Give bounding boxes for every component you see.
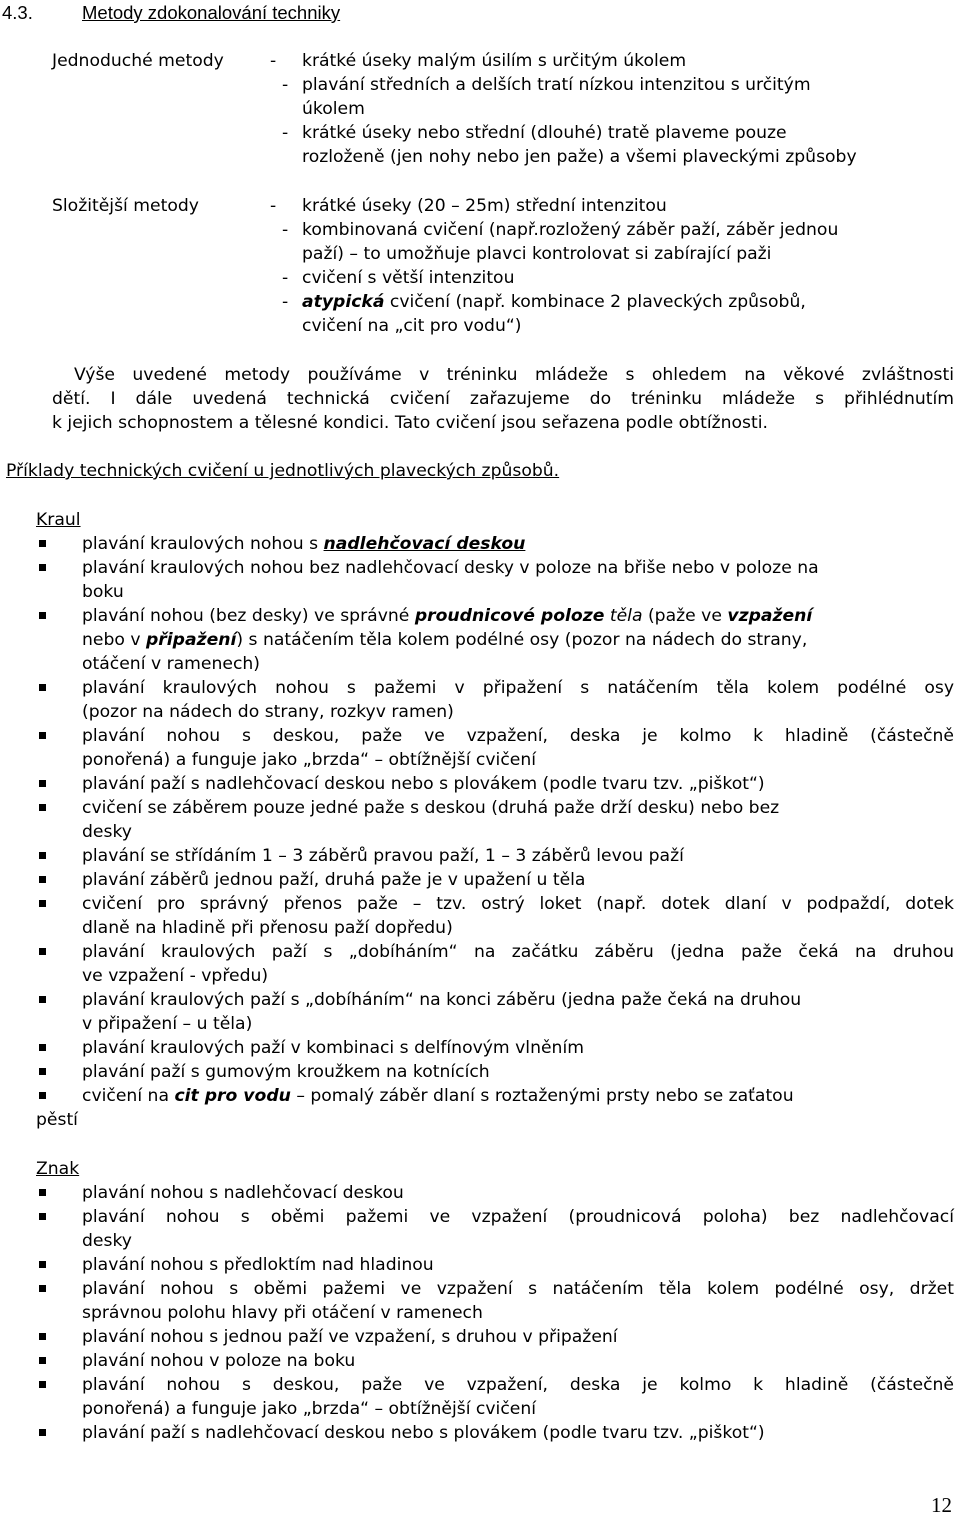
emphasis-text: připažení (146, 630, 237, 650)
list-item-text: ) s natáčením těla kolem podélné osy (pozor na nádech do strany, (236, 630, 808, 650)
list-item-cont: správnou polohu hlavy při otáčení v ramenech (82, 1303, 483, 1323)
bullet (39, 1381, 46, 1388)
list-item: plavání nohou v poloze na boku (82, 1351, 356, 1371)
bullet (39, 1261, 46, 1268)
emphasis-text: proudnicové poloze (414, 606, 605, 626)
paragraph-line: k jejich schopnostem a tělesné kondici. Tato cvičení jsou seřazena podle obtížnosti. (52, 413, 768, 433)
emphasis-text: atypická (302, 292, 385, 312)
emphasis-text: cit pro vodu (174, 1086, 291, 1106)
bullet (39, 564, 46, 571)
list-item-text: plavání nohou (bez desky) ve správné (82, 606, 415, 626)
znak-heading: Znak (36, 1159, 80, 1179)
list-item (82, 533, 525, 555)
bullet (39, 852, 46, 859)
section-number: 4.3. (2, 2, 33, 23)
dash: - (282, 75, 289, 95)
dash: - (270, 51, 277, 71)
list-item: plavání středních a delších tratí nízkou intenzitou s určitým (302, 75, 811, 95)
list-item-cont: desky (82, 1231, 132, 1251)
list-item (302, 291, 806, 313)
dash: - (282, 292, 289, 312)
list-item-cont: v připažení – u těla) (82, 1014, 253, 1034)
kraul-heading: Kraul (36, 510, 81, 530)
emphasis-text: těla (609, 606, 643, 626)
list-item: plavání nohou s nadlehčovací deskou (82, 1183, 404, 1203)
bullet (39, 780, 46, 787)
list-item-text: (paže ve (642, 606, 728, 626)
list-item: cvičení s větší intenzitou (302, 268, 515, 288)
paragraph-line: dětí. I dále uvedená technická cvičení zařazujeme do tréninku mládeže s přihlédnutím (52, 389, 954, 409)
list-item: plavání kraulových paží s „dobíháním“ na konci záběru (jedna paže čeká na druhou (82, 990, 802, 1010)
list-item-cont: ponořená) a funguje jako „brzda“ – obtížnější cvičení (82, 750, 537, 770)
list-item-cont: paží) – to umožňuje plavci kontrolovat si zabírající paži (302, 244, 772, 264)
examples-heading: Příklady technických cvičení u jednotlivých plaveckých způsobů. (6, 461, 560, 481)
bullet (39, 1189, 46, 1196)
list-item-text: cvičení na (82, 1086, 175, 1106)
list-item-cont: ve vzpažení - vpředu) (82, 966, 269, 986)
bullet (39, 804, 46, 811)
bullet (39, 900, 46, 907)
dash: - (282, 123, 289, 143)
dash: - (270, 196, 277, 216)
bullet (39, 1429, 46, 1436)
bullet (39, 1357, 46, 1364)
list-item: plavání nohou s oběmi pažemi ve vzpažení s natáčením těla kolem podélné osy, držet (82, 1279, 954, 1299)
list-item: plavání kraulových nohou s pažemi v připažení s natáčením těla kolem podélné osy (82, 678, 954, 698)
bullet (39, 1333, 46, 1340)
list-item-cont: dlaně na hladině při přenosu paží dopředu) (82, 918, 453, 938)
list-item-cont: cvičení na „cit pro vodu“) (302, 316, 522, 336)
list-item-cont: desky (82, 822, 132, 842)
bullet (39, 732, 46, 739)
list-item (82, 605, 812, 627)
list-item: plavání nohou s oběmi pažemi ve vzpažení (proudnicová poloha) bez nadlehčovací (82, 1207, 954, 1227)
complex-methods-label: Složitější metody (52, 196, 199, 216)
emphasis-text: nadlehčovací deskou (323, 534, 526, 554)
list-item: plavání paží s nadlehčovací deskou nebo s plovákem (podle tvaru tzv. „piškot“) (82, 774, 765, 794)
list-item-cont: úkolem (302, 99, 365, 119)
bullet (39, 1213, 46, 1220)
dash: - (282, 220, 289, 240)
list-item: plavání nohou s předloktím nad hladinou (82, 1255, 434, 1275)
bullet (39, 876, 46, 883)
list-item: krátké úseky malým úsilím s určitým úkolem (302, 51, 687, 71)
bullet (39, 1044, 46, 1051)
dash: - (282, 268, 289, 288)
paragraph-line: Výše uvedené metody používáme v tréninku mládeže s ohledem na věkové zvláštnosti (74, 365, 954, 385)
list-item: plavání nohou s deskou, paže ve vzpažení, deska je kolmo k hladině (částečně (82, 1375, 954, 1395)
list-item: cvičení pro správný přenos paže – tzv. ostrý loket (např. dotek dlaní v podpaždí, dotek (82, 894, 954, 914)
list-item: plavání paží s nadlehčovací deskou nebo s plovákem (podle tvaru tzv. „piškot“) (82, 1423, 765, 1443)
bullet (39, 1285, 46, 1292)
list-item-cont: rozloženě (jen nohy nebo jen paže) a všemi plaveckými způsoby (302, 147, 857, 167)
list-item-text: plavání kraulových nohou s (82, 534, 324, 554)
list-item: plavání kraulových paží s „dobíháním“ na začátku záběru (jedna paže čeká na druhou (82, 942, 954, 962)
list-item: plavání nohou s deskou, paže ve vzpažení, deska je kolmo k hladině (částečně (82, 726, 954, 746)
section-title: Metody zdokonalování techniky (82, 2, 341, 23)
list-item-cont: boku (82, 582, 124, 602)
list-item: plavání záběrů jednou paží, druhá paže je v upažení u těla (82, 870, 586, 890)
bullet (39, 1092, 46, 1099)
list-item-cont (82, 629, 807, 651)
page-number: 12 (931, 1493, 952, 1517)
list-item: krátké úseky nebo střední (dlouhé) tratě plaveme pouze (302, 123, 787, 143)
bullet (39, 1068, 46, 1075)
list-item: kombinovaná cvičení (např.rozložený záběr paží, záběr jednou (302, 220, 839, 240)
list-item-cont: pěstí (36, 1110, 78, 1130)
bullet (39, 948, 46, 955)
bullet (39, 612, 46, 619)
list-item: plavání kraulových paží v kombinaci s delfínovým vlněním (82, 1038, 584, 1058)
list-item-cont: ponořená) a funguje jako „brzda“ – obtížnější cvičení (82, 1399, 537, 1419)
list-item-text: nebo v (82, 630, 146, 650)
bullet (39, 996, 46, 1003)
list-item-cont: otáčení v ramenech) (82, 654, 261, 674)
list-item-text: cvičení (např. kombinace 2 plaveckých způsobů, (384, 292, 806, 312)
bullet (39, 540, 46, 547)
emphasis-text: vzpažení (727, 606, 813, 626)
list-item: plavání se střídáním 1 – 3 záběrů pravou paží, 1 – 3 záběrů levou paží (82, 846, 684, 866)
list-item (82, 1085, 954, 1107)
list-item: plavání paží s gumovým kroužkem na kotnících (82, 1062, 490, 1082)
list-item: plavání nohou s jednou paží ve vzpažení, s druhou v připažení (82, 1327, 618, 1347)
bullet (39, 684, 46, 691)
list-item: plavání kraulových nohou bez nadlehčovací desky v poloze na břiše nebo v poloze na (82, 558, 819, 578)
list-item: cvičení se záběrem pouze jedné paže s deskou (druhá paže drží desku) nebo bez (82, 798, 780, 818)
list-item: krátké úseky (20 – 25m) střední intenzitou (302, 196, 667, 216)
simple-methods-label: Jednoduché metody (52, 51, 224, 71)
list-item-text: – pomalý záběr dlaní s roztaženými prsty nebo se zaťatou (290, 1086, 794, 1106)
list-item-cont: (pozor na nádech do strany, rozkyv ramen) (82, 702, 454, 722)
